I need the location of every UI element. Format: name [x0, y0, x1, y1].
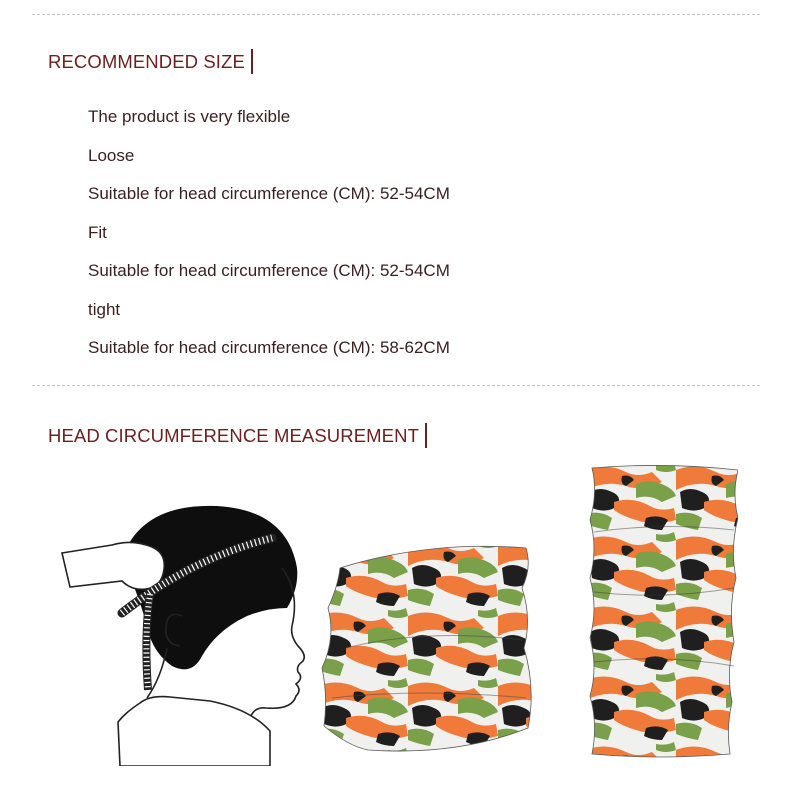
recommended-size-heading — [48, 49, 253, 74]
size-line: Suitable for head circumference (CM): 52-54CM — [88, 184, 450, 203]
heading-accent-bar — [425, 423, 428, 448]
shirt-outline — [118, 697, 270, 766]
gaiter-body — [322, 546, 531, 751]
hand-outline — [62, 542, 164, 589]
head-measuring-illustration — [52, 498, 310, 766]
size-line: Fit — [88, 222, 107, 242]
size-line: Suitable for head circumference (CM): 52-54CM — [88, 261, 450, 280]
measurement-title: HEAD CIRCUMFERENCE MEASUREMENT — [48, 425, 419, 446]
size-line: Loose — [88, 145, 135, 165]
recommended-size-title: RECOMMENDED SIZE — [48, 51, 245, 72]
size-line: The product is very flexible — [88, 107, 291, 126]
size-line: Suitable for head circumference (CM): 58-62CM — [88, 338, 450, 357]
neck-gaiter-product — [318, 538, 532, 766]
tape-hanging — [146, 594, 150, 690]
top-divider — [32, 14, 760, 15]
size-list — [88, 104, 450, 374]
size-line: tight — [88, 299, 121, 319]
heading-accent-bar — [251, 49, 254, 74]
tube-bandana-product — [586, 462, 738, 762]
middle-divider — [32, 385, 760, 386]
tube-body — [590, 465, 738, 757]
measurement-heading — [48, 423, 427, 448]
